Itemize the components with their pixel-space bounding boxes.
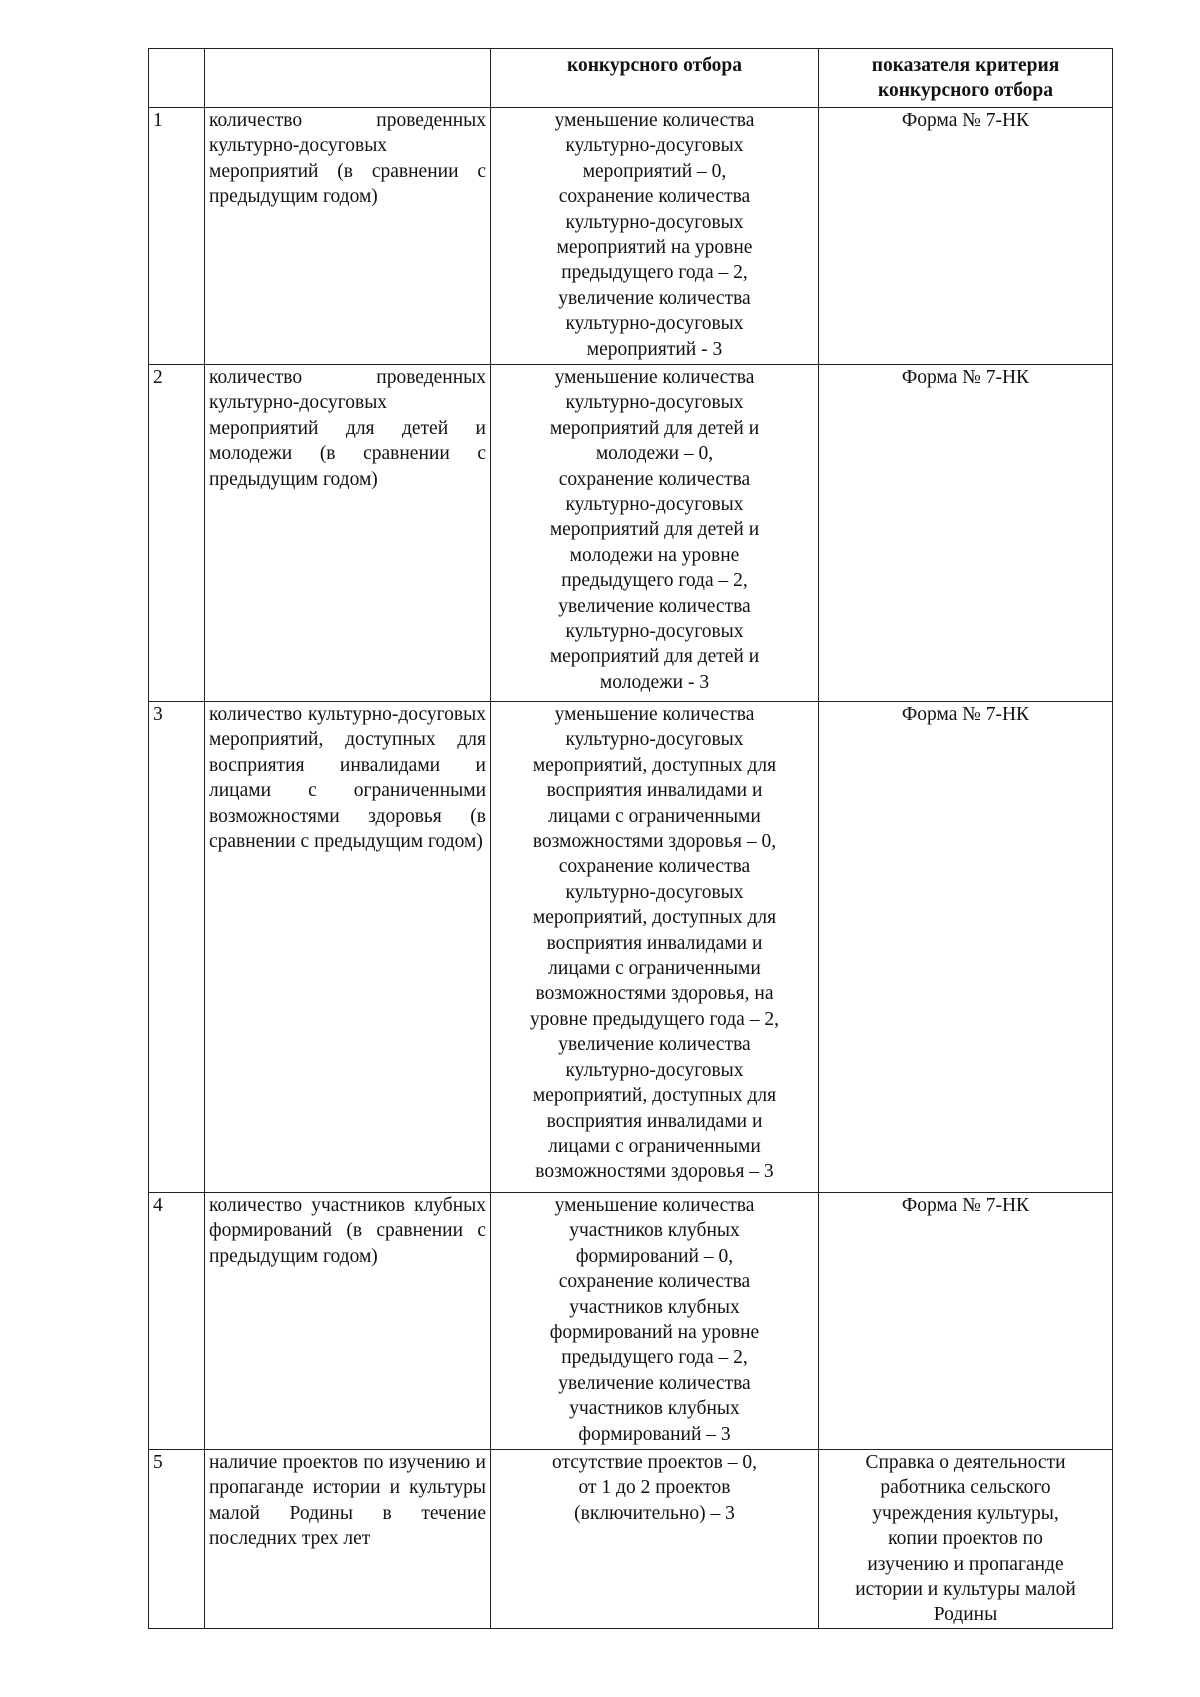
header-source-cell (819, 49, 1113, 108)
header-num-cell (149, 49, 205, 108)
row-number: 3 (149, 702, 205, 1193)
criterion-value (491, 365, 819, 702)
row-number: 1 (149, 108, 205, 365)
criteria-table (148, 48, 1113, 1629)
criterion-source-text: Форма № 7-НК (901, 704, 1030, 725)
criterion-name: количество культурно-досуговых мероприятий, доступных для восприятия инвалидами и лицами с ограниченными возможностями здоровья (в сравнении с предыдущим годом) (205, 702, 491, 1193)
criterion-name: количество проведенных культурно-досуговых мероприятий для детей и молодежи (в сравнении с предыдущим годом) (205, 365, 491, 702)
header-value-cell (491, 49, 819, 108)
criterion-value-text: отсутствие проектов – 0, от 1 до 2 проектов (включительно) – 3 (552, 1452, 757, 1524)
criterion-value-text: уменьшение количества культурно-досуговых мероприятий – 0, сохранение количества культурно-досуговых мероприятий на уровне предыдущего года – 2, увеличение количества культурно-досуговых мероприятий - 3 (554, 110, 755, 360)
criterion-value-text: уменьшение количества участников клубных формирований – 0, сохранение количества участников клубных формирований на уровне предыдущего года – 2, увеличение количества участников клубных формирований – 3 (549, 1195, 760, 1445)
criterion-name: наличие проектов по изучению и пропаганде истории и культуры малой Родины в течение последних трех лет (205, 1450, 491, 1629)
criterion-value (491, 1450, 819, 1629)
criterion-source-text: Форма № 7-НК (901, 110, 1030, 131)
row-number: 2 (149, 365, 205, 702)
criterion-name: количество проведенных культурно-досуговых мероприятий (в сравнении с предыдущим годом) (205, 108, 491, 365)
criterion-value-text: уменьшение количества культурно-досуговых мероприятий для детей и молодежи – 0, сохранение количества культурно-досуговых мероприятий для детей и молодежи на уровне предыдущего года – 2, увеличение количества культурно-досуговых мероприятий для детей и молодежи - 3 (549, 367, 760, 693)
criterion-value-text: уменьшение количества культурно-досуговых мероприятий, доступных для восприятия инвалидами и лицами с ограниченными возможностями здоровья – 0, сохранение количества культурно-досуговых мероприятий, доступных для восприятия инвалидами и лицами с ограниченными возможностями здоровья, на уровне предыдущего года – 2, увеличение количества культурно-досуговых мероприятий, доступных для восприятия инвалидами и лицами с ограниченными возможностями здоровья – 3 (530, 704, 779, 1183)
criterion-value (491, 1193, 819, 1450)
row-number: 4 (149, 1193, 205, 1450)
table-row (149, 1450, 1113, 1629)
table-row (149, 365, 1113, 702)
header-source-text: показателя критерия конкурсного отбора (871, 55, 1060, 102)
criterion-source (819, 1450, 1113, 1629)
criterion-source-text: Справка о деятельности работника сельского учреждения культуры, копии проектов по изучению и пропаганде истории и культуры малой Родины (855, 1452, 1076, 1626)
criterion-source (819, 108, 1113, 365)
table-row (149, 108, 1113, 365)
criterion-name: количество участников клубных формирований (в сравнении с предыдущим годом) (205, 1193, 491, 1450)
table-row (149, 702, 1113, 1193)
criterion-value (491, 702, 819, 1193)
criterion-value (491, 108, 819, 365)
row-number: 5 (149, 1450, 205, 1629)
table-header-row (149, 49, 1113, 108)
criterion-source (819, 1193, 1113, 1450)
criterion-source (819, 365, 1113, 702)
header-value-text: конкурсного отбора (566, 55, 743, 76)
criterion-source (819, 702, 1113, 1193)
table-row (149, 1193, 1113, 1450)
criterion-source-text: Форма № 7-НК (901, 367, 1030, 388)
criterion-source-text: Форма № 7-НК (901, 1195, 1030, 1216)
header-name-cell (205, 49, 491, 108)
